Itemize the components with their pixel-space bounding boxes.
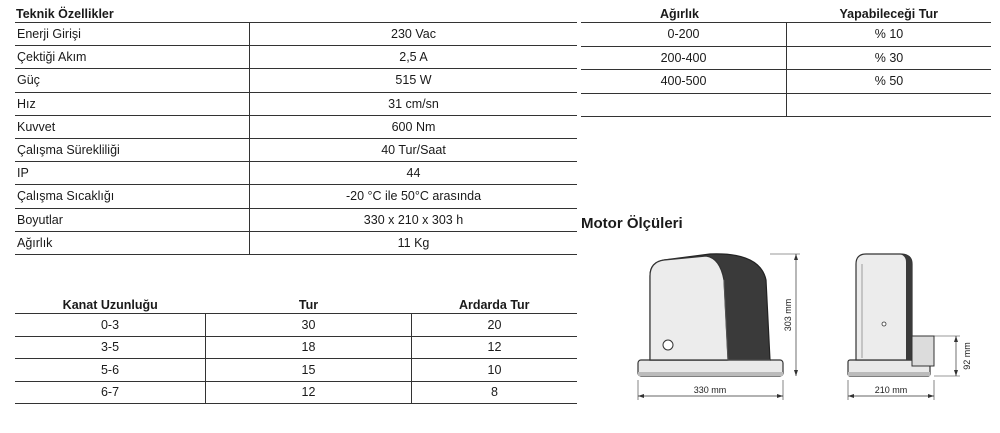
spec-label: Ağırlık (15, 231, 250, 254)
spec-label: Çektiği Akım (15, 46, 250, 69)
spec-value: 31 cm/sn (250, 92, 578, 115)
door-length: 3-5 (15, 336, 206, 359)
door-tur: 30 (206, 314, 412, 337)
weight-turn-percent (787, 93, 992, 117)
spec-row (15, 162, 577, 185)
weight-turn-percent: % 50 (787, 70, 992, 94)
motor-drawing (620, 240, 990, 410)
spec-table (15, 6, 577, 255)
weight-range: 0-200 (581, 23, 787, 47)
weight-row (581, 46, 991, 70)
spec-value: 40 Tur/Saat (250, 138, 578, 161)
door-tur: 18 (206, 336, 412, 359)
spec-label: IP (15, 162, 250, 185)
spec-table-header: Teknik Özellikler (15, 6, 577, 23)
door-length: 5-6 (15, 359, 206, 382)
door-row (15, 314, 577, 337)
weight-turn-percent: % 30 (787, 46, 992, 70)
spec-value: 600 Nm (250, 115, 578, 138)
door-row (15, 381, 577, 404)
motor-dimensions-title: Motor Ölçüleri (581, 215, 683, 232)
spec-label: Kuvvet (15, 115, 250, 138)
door-length: 6-7 (15, 381, 206, 404)
spec-label: Çalışma Sürekliliği (15, 138, 250, 161)
door-length: 0-3 (15, 314, 206, 337)
spec-value: 2,5 A (250, 46, 578, 69)
spec-label: Hız (15, 92, 250, 115)
weight-turn-percent: % 10 (787, 23, 992, 47)
spec-row (15, 138, 577, 161)
door-tur: 15 (206, 359, 412, 382)
door-row (15, 336, 577, 359)
door-tur: 12 (206, 381, 412, 404)
weight-row (581, 23, 991, 47)
base-height-label: 92 mm (962, 342, 972, 370)
spec-row (15, 46, 577, 69)
consecutive-tur-header: Ardarda Tur (412, 297, 578, 314)
spec-row (15, 23, 577, 46)
spec-row (15, 92, 577, 115)
weight-range (581, 93, 787, 117)
spec-value: 44 (250, 162, 578, 185)
weight-range: 200-400 (581, 46, 787, 70)
spec-row (15, 115, 577, 138)
door-length-table (15, 297, 577, 404)
weight-table (581, 6, 991, 117)
spec-row (15, 208, 577, 231)
width-dimension (848, 380, 934, 400)
spec-row (15, 231, 577, 254)
spec-value: 515 W (250, 69, 578, 92)
door-consecutive-tur: 20 (412, 314, 578, 337)
spec-value: 230 Vac (250, 23, 578, 46)
door-row (15, 359, 577, 382)
weight-row (581, 93, 991, 117)
spec-label: Çalışma Sıcaklığı (15, 185, 250, 208)
width-label: 210 mm (874, 385, 908, 395)
spec-value: 11 Kg (250, 231, 578, 254)
spec-row (15, 185, 577, 208)
motor-side-view (638, 254, 783, 376)
tur-header: Tur (206, 297, 412, 314)
door-consecutive-tur: 12 (412, 336, 578, 359)
spec-value: -20 °C ile 50°C arasında (250, 185, 578, 208)
spec-label: Enerji Girişi (15, 23, 250, 46)
height-dimension (770, 254, 800, 376)
spec-label: Güç (15, 69, 250, 92)
spec-label: Boyutlar (15, 208, 250, 231)
door-consecutive-tur: 8 (412, 381, 578, 404)
weight-range: 400-500 (581, 70, 787, 94)
spec-row (15, 69, 577, 92)
weight-row (581, 70, 991, 94)
motor-front-view (848, 254, 934, 376)
spec-value: 330 x 210 x 303 h (250, 208, 578, 231)
door-length-header: Kanat Uzunluğu (15, 297, 206, 314)
base-height-dimension (934, 336, 972, 376)
length-label: 330 mm (693, 385, 727, 395)
length-dimension (638, 380, 783, 400)
turns-header: Yapabileceği Tur (787, 6, 992, 23)
weight-header: Ağırlık (581, 6, 787, 23)
door-consecutive-tur: 10 (412, 359, 578, 382)
height-label: 303 mm (783, 298, 793, 332)
